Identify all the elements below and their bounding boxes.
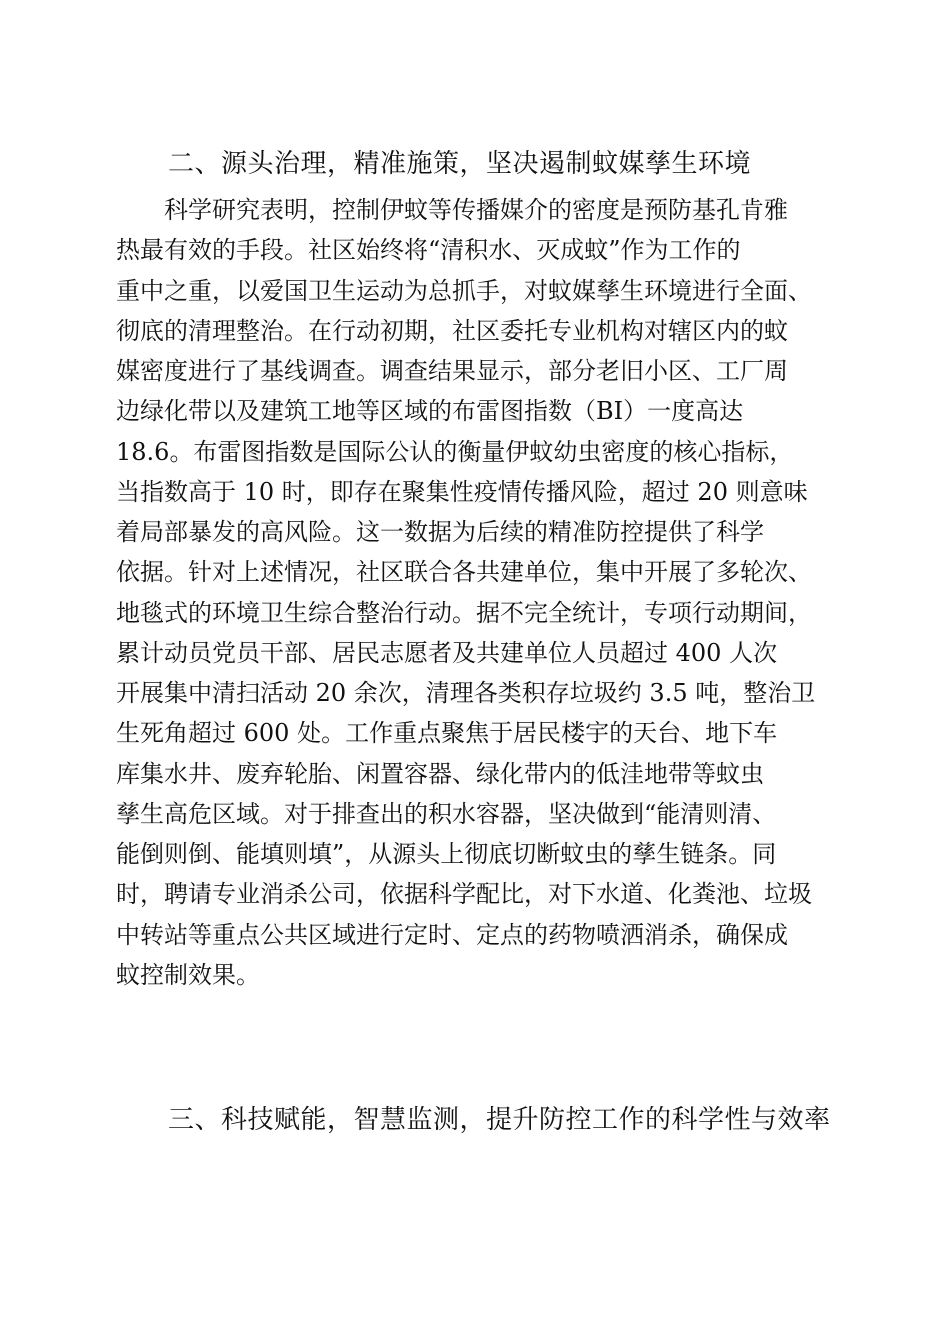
paragraph-line: 着局部暴发的高风险。这一数据为后续的精准防控提供了科学 — [116, 518, 764, 546]
paragraph-line: 重中之重，以爱国卫生运动为总抓手，对蚊媒孳生环境进行全面、 — [116, 276, 812, 305]
paragraph-line: 地毯式的环境卫生综合整治行动。据不完全统计，专项行动期间， — [116, 598, 812, 627]
paragraph-line: 中转站等重点公共区域进行定时、定点的药物喷洒消杀，确保成 — [116, 920, 788, 949]
paragraph-line: 边绿化带以及建筑工地等区域的布雷图指数（BI）一度高达 — [116, 397, 744, 426]
paragraph-line: 累计动员党员干部、居民志愿者及共建单位人员超过 400 人次 — [116, 638, 778, 667]
paragraph-line: 科学研究表明，控制伊蚊等传播媒介的密度是预防基孔肯雅 — [164, 196, 788, 224]
paragraph-line: 开展集中清扫活动 20 余次，清理各类积存垃圾约 3.5 吨，整治卫 — [116, 679, 816, 707]
paragraph-line: 热最有效的手段。社区始终将“清积水、灭成蚊”作为工作的 — [116, 236, 741, 265]
paragraph-line: 18.6。布雷图指数是国际公认的衡量伊蚊幼虫密度的核心指标， — [116, 437, 794, 466]
body-paragraph — [116, 190, 836, 995]
paragraph-line: 当指数高于 10 时，即存在聚集性疫情传播风险，超过 20 则意味 — [116, 477, 808, 506]
paragraph-line: 库集水井、废弃轮胎、闲置容器、绿化带内的低洼地带等蚊虫 — [116, 759, 764, 788]
paragraph-line: 能倒则倒、能填则填”，从源头上彻底切断蚊虫的孳生链条。同 — [116, 840, 777, 868]
paragraph-line: 彻底的清理整治。在行动初期，社区委托专业机构对辖区内的蚊 — [116, 316, 788, 345]
paragraph-line: 依据。针对上述情况，社区联合各共建单位，集中开展了多轮次、 — [116, 558, 812, 587]
section-heading-two: 二、源头治理，精准施策，坚决遏制蚊媒孳生环境 — [168, 149, 752, 179]
paragraph-line: 生死角超过 600 处。工作重点聚焦于居民楼宇的天台、地下车 — [116, 719, 778, 748]
paragraph-line: 媒密度进行了基线调查。调查结果显示，部分老旧小区、工厂周 — [116, 357, 788, 385]
paragraph-line: 时，聘请专业消杀公司，依据科学配比，对下水道、化粪池、垃圾 — [116, 880, 812, 909]
paragraph-line: 蚊控制效果。 — [116, 960, 260, 989]
section-heading-three: 三、科技赋能，智慧监测，提升防控工作的科学性与效率 — [168, 1105, 831, 1135]
paragraph-line: 孳生高危区域。对于排查出的积水容器，坚决做到“能清则清、 — [116, 799, 777, 828]
